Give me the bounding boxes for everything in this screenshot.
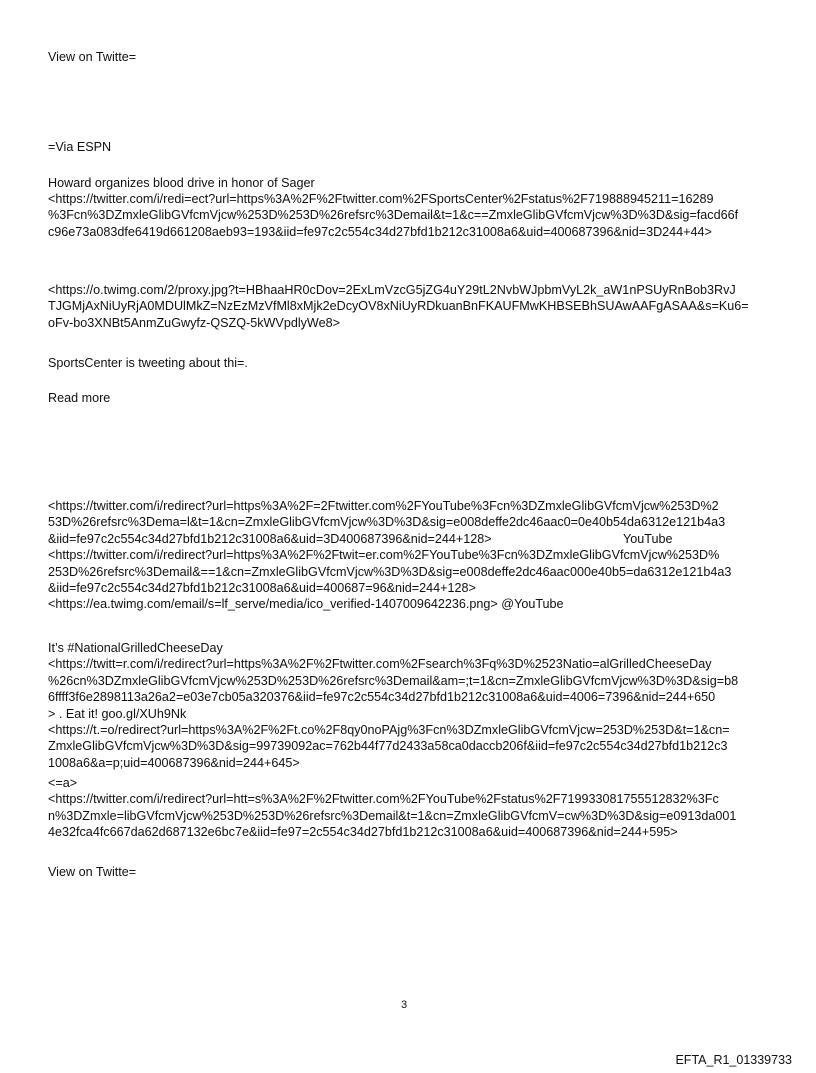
youtube-label[interactable]: YouTube bbox=[623, 532, 673, 546]
eat-it-text: > . Eat it! goo.gl/XUh9Nk bbox=[48, 706, 187, 721]
url-line: <https://o.twimg.com/2/proxy.jpg?t=HBhaaHR0cDov=2ExLmVzcG5jZG4uY29tL2NvbWJpbmVyL2k_aW1nPSUyRnBob3RvJ bbox=[48, 283, 736, 297]
url-line: c96e73a083dfe6419d661208aeb93=193&iid=fe97c2c554c34d27bfd1b212c31008a6&uid=400687396&nid=3D244+44> bbox=[48, 224, 712, 239]
grilled-cheese-heading: It’s #NationalGrilledCheeseDay bbox=[48, 641, 223, 655]
document-id-footer: EFTA_R1_01339733 bbox=[675, 1053, 792, 1067]
url-line: &iid=fe97c2c554c34d27bfd1b212c31008a6&uid=3D400687396&nid=244+128> bbox=[48, 531, 492, 546]
headline-howard: Howard organizes blood drive in honor of Sager bbox=[48, 176, 315, 190]
url-line: oFv-bo3XNBt5AnmZuGwyfz-QSZQ-5kWVpdlyWe8> bbox=[48, 315, 340, 330]
youtube-redirect-links[interactable] bbox=[48, 498, 778, 613]
url-line: ZmxleGlibGVfcmVjcw%3D%3D&sig=99739092ac=762b44f77d2433a58ca0daccb206f&iid=fe97c2c554c34d27bfd1b212c3 bbox=[48, 739, 728, 754]
url-line: <https://twitter.com/i/redirect?url=https%3A%2F%2Ftwit=er.com%2FYouTube%3Fcn%3DZmxleGlibGVfcmVjcw%253D% bbox=[48, 548, 720, 563]
url-line: n%3DZmxle=libGVfcmVjcw%253D%253D%26refsrc%3Demail&t=1&cn=ZmxleGlibGVfcmV=cw%3D%3D&sig=e0913da001 bbox=[48, 808, 737, 823]
url-line: 1008a6&a=p;uid=400687396&nid=244+645> bbox=[48, 755, 300, 770]
url-line: <https://twitter.com/i/redi=ect?url=https%3A%2F%2Ftwitter.com%2FSportsCenter%2Fstatus%2F719888945211=16289 bbox=[48, 192, 714, 206]
youtube-status-anchor[interactable] bbox=[48, 775, 778, 841]
url-line: <https://t.=o/redirect?url=https%3A%2F%2Ft.co%2F8qy0noPAjg%3Fcn%3DZmxleGlibGVfcmVjcw=253D%253D&t=1&cn= bbox=[48, 723, 730, 738]
url-line: 6ffff3f6e2898113a26a2=e03e7cb05a320376&iid=fe97c2c554c34d27bfd1b212c31008a6&uid=4006=7396&nid=244+650 bbox=[48, 690, 716, 705]
url-line: %26cn%3DZmxleGlibGVfcmVjcw%253D%253D%26refsrc%3Demail&am=;t=1&cn=ZmxleGlibGVfcmVjcw%3D%3D&sig=b8 bbox=[48, 673, 739, 688]
url-line: 4e32fca4fc667da62d687132e6bc7e&iid=fe97=2c554c34d27bfd1b212c31008a6&uid=400687396&nid=244+595> bbox=[48, 825, 678, 840]
url-line: 53D%26refsrc%3Dema=l&t=1&cn=ZmxleGlibGVfcmVjcw%3D%3D&sig=e008deffe2dc46aac0=0e40b54da6312e121b4a3 bbox=[48, 515, 726, 530]
via-espn-text: =Via ESPN bbox=[48, 140, 112, 154]
sportscenter-tweeting-text: SportsCenter is tweeting about thi=. bbox=[48, 356, 248, 370]
view-on-twitter-link[interactable]: View on Twitte= bbox=[48, 865, 137, 879]
url-line: &iid=fe97c2c554c34d27bfd1b212c31008a6&uid=400687=96&nid=244+128> bbox=[48, 581, 476, 596]
url-line: 253D%26refsrc%3Demail&==1&cn=ZmxleGlibGVfcmVjcw%3D%3D&sig=e008deffe2dc46aac000e40b5=da6312e121b4a3 bbox=[48, 564, 732, 579]
page-number: 3 bbox=[401, 999, 408, 1011]
sportscenter-status-link[interactable] bbox=[48, 191, 778, 240]
url-line: <https://twitt=r.com/i/redirect?url=https%3A%2F%2Ftwitter.com%2Fsearch%3Fq%3D%2523Natio=alGrilledCheeseDay bbox=[48, 657, 712, 672]
read-more-link[interactable]: Read more bbox=[48, 391, 111, 405]
verified-icon-url-line: <https://ea.twimg.com/email/s=lf_serve/media/ico_verified-1407009642236.png> @YouTube bbox=[48, 597, 564, 612]
grilled-cheese-block[interactable] bbox=[48, 640, 778, 771]
url-line: <https://twitter.com/i/redirect?url=https%3A%2F=2Ftwitter.com%2FYouTube%3Fcn%3DZmxleGlibGVfcmVjcw%253D%2 bbox=[48, 499, 719, 513]
view-on-twitter-link[interactable]: View on Twitte= bbox=[48, 50, 137, 64]
twimg-proxy-image-link[interactable] bbox=[48, 282, 778, 331]
anchor-tag-text: <=a> bbox=[48, 776, 78, 790]
url-line: <https://twitter.com/i/redirect?url=htt=s%3A%2F%2Ftwitter.com%2FYouTube%2Fstatus%2F719933081755512832%3Fc bbox=[48, 792, 719, 807]
url-line: %3Fcn%3DZmxleGlibGVfcmVjcw%253D%253D%26refsrc%3Demail&t=1&c==ZmxleGlibGVfcmVjcw%3D%3D&sig=facd66f bbox=[48, 208, 739, 223]
url-line: TJGMjAxNiUyRjA0MDUlMkZ=NzEzMzVfMl8xMjk2eDcyOV8xNiUyRDkuanBnFKAUFMwKHBSEBhSUAwAAFgASAA&s=Ku6= bbox=[48, 299, 749, 314]
